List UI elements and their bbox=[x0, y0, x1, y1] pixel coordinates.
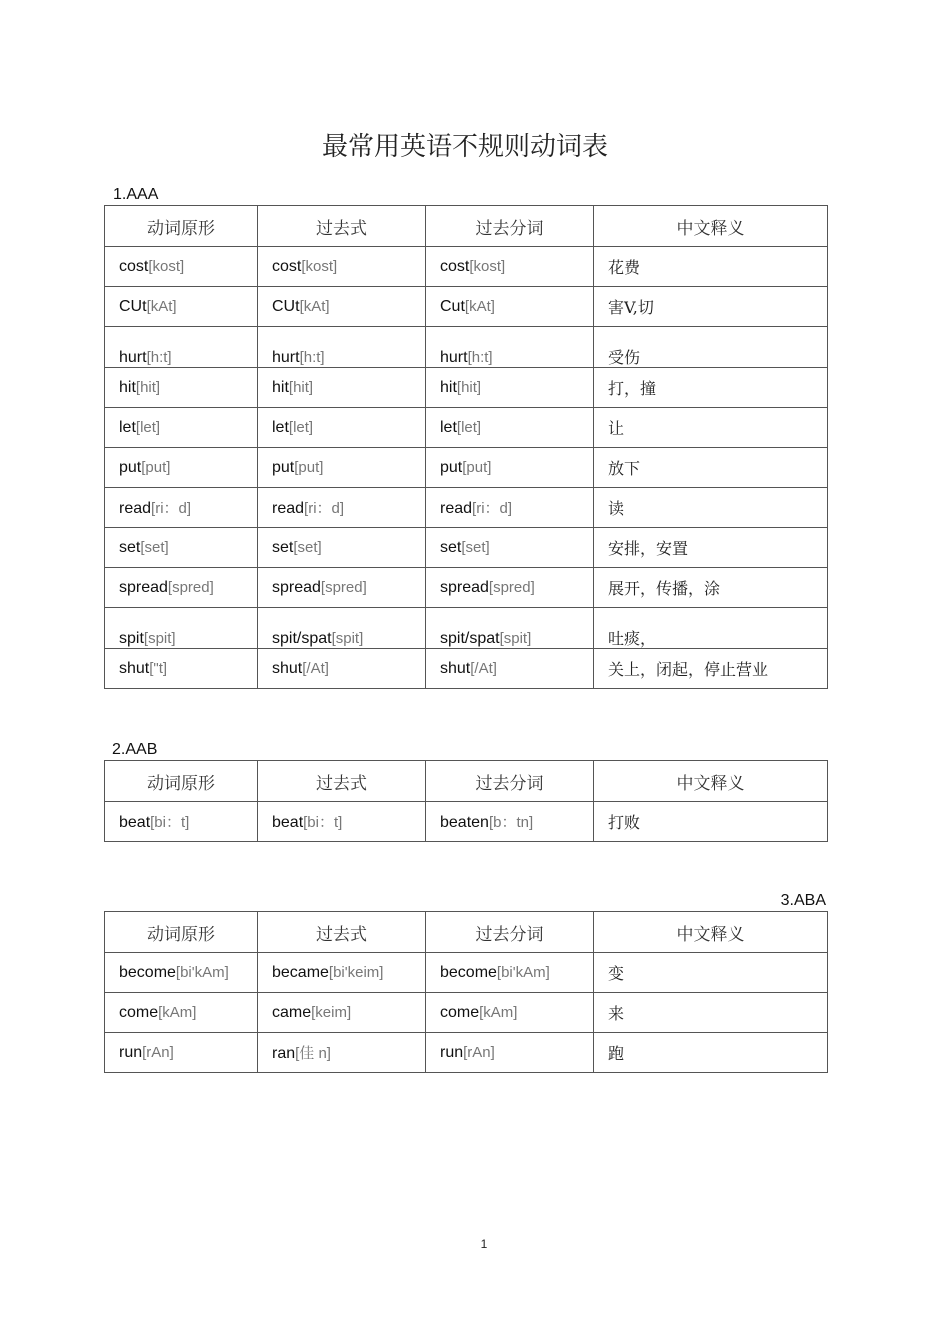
cell-base-form bbox=[105, 408, 258, 448]
header-meaning: 中文释义 bbox=[594, 206, 828, 247]
verb-word: beat bbox=[119, 814, 151, 831]
verb-phonetic: [h:t] bbox=[299, 349, 325, 366]
verb-phonetic: [rAn] bbox=[463, 1043, 495, 1061]
verb-word: come bbox=[119, 1003, 159, 1021]
cell-past-participle bbox=[426, 953, 594, 993]
verb-word: cost bbox=[119, 257, 149, 275]
cell-past-tense bbox=[258, 1033, 426, 1073]
table-row bbox=[105, 488, 828, 528]
section-label-aba: 3.ABA bbox=[780, 892, 826, 909]
cell-meaning: 变 bbox=[594, 953, 828, 993]
cell-base-form bbox=[105, 1033, 258, 1073]
header-past-participle: 过去分词 bbox=[426, 912, 594, 953]
verb-word: run bbox=[119, 1043, 143, 1061]
verb-phonetic: [kAm] bbox=[158, 1003, 197, 1021]
verb-phonetic: ["t] bbox=[149, 659, 168, 677]
verb-word: read bbox=[272, 500, 305, 517]
header-base-form: 动词原形 bbox=[105, 761, 258, 802]
verb-word: hit bbox=[119, 378, 136, 396]
cell-meaning: 来 bbox=[594, 993, 828, 1033]
cell-past-tense bbox=[258, 448, 426, 488]
cell-past-participle bbox=[426, 488, 594, 528]
verb-phonetic: [spred] bbox=[488, 578, 535, 596]
page-number: 1 bbox=[480, 1237, 488, 1251]
section-label-aab: 2.AAB bbox=[112, 741, 158, 758]
cell-base-form bbox=[105, 993, 258, 1033]
cell-past-participle bbox=[426, 568, 594, 608]
table-row bbox=[105, 953, 828, 993]
verb-phonetic: [spit] bbox=[331, 630, 364, 647]
table-body bbox=[105, 953, 828, 1073]
verb-phonetic: [kost] bbox=[301, 257, 338, 275]
verb-word: hurt bbox=[272, 349, 300, 366]
cell-base-form bbox=[105, 568, 258, 608]
cell-past-participle bbox=[426, 448, 594, 488]
verb-phonetic: [ri：d] bbox=[151, 500, 192, 517]
cell-past-participle bbox=[426, 528, 594, 568]
cell-base-form bbox=[105, 368, 258, 408]
verb-phonetic: [set] bbox=[293, 538, 322, 556]
verb-table-aaa bbox=[104, 205, 828, 689]
verb-table-aba bbox=[104, 911, 828, 1073]
verb-phonetic: [kAm] bbox=[479, 1003, 518, 1021]
cell-past-tense bbox=[258, 568, 426, 608]
verb-phonetic: [h:t] bbox=[467, 349, 493, 366]
verb-phonetic: [bi：t] bbox=[150, 814, 190, 831]
verb-word: set bbox=[272, 538, 294, 556]
table-header-row bbox=[105, 761, 828, 802]
verb-word: CUt bbox=[119, 297, 147, 315]
cell-meaning: 吐痰， bbox=[594, 608, 828, 649]
verb-word: put bbox=[440, 458, 463, 476]
verb-phonetic: [let] bbox=[288, 418, 314, 436]
verb-phonetic: [set] bbox=[140, 538, 169, 556]
cell-past-participle bbox=[426, 1033, 594, 1073]
verb-word: become bbox=[440, 963, 497, 981]
cell-past-tense bbox=[258, 247, 426, 287]
verb-phonetic: [kAt] bbox=[146, 297, 177, 315]
cell-meaning: 关上，闭起，停止营业 bbox=[594, 649, 828, 689]
cell-meaning: 花费 bbox=[594, 247, 828, 287]
cell-meaning: 打败 bbox=[594, 802, 828, 842]
verb-word: shut bbox=[119, 659, 150, 677]
cell-past-tense bbox=[258, 287, 426, 327]
verb-phonetic: [hit] bbox=[135, 378, 161, 396]
cell-base-form bbox=[105, 448, 258, 488]
verb-word: spread bbox=[440, 578, 489, 596]
header-base-form: 动词原形 bbox=[105, 912, 258, 953]
cell-base-form bbox=[105, 488, 258, 528]
verb-phonetic: [rAn] bbox=[142, 1043, 174, 1061]
verb-phonetic: [bi'kAm] bbox=[175, 963, 229, 981]
cell-base-form bbox=[105, 802, 258, 842]
cell-past-participle bbox=[426, 368, 594, 408]
cell-past-participle bbox=[426, 608, 594, 649]
cell-base-form bbox=[105, 287, 258, 327]
verb-word: came bbox=[272, 1003, 312, 1021]
table-row bbox=[105, 247, 828, 287]
cell-meaning: 安排，安置 bbox=[594, 528, 828, 568]
verb-phonetic: [let] bbox=[456, 418, 482, 436]
verb-word: Cut bbox=[440, 297, 465, 315]
verb-table-aab bbox=[104, 760, 828, 842]
cell-past-participle bbox=[426, 649, 594, 689]
header-past-participle: 过去分词 bbox=[426, 761, 594, 802]
cell-base-form bbox=[105, 327, 258, 368]
cell-past-tense bbox=[258, 953, 426, 993]
verb-word: let bbox=[440, 418, 457, 436]
verb-phonetic: [kAt] bbox=[464, 297, 495, 315]
verb-word: spread bbox=[272, 578, 321, 596]
cell-past-participle bbox=[426, 287, 594, 327]
verb-word: CUt bbox=[272, 297, 300, 315]
header-past-tense: 过去式 bbox=[258, 761, 426, 802]
verb-word: put bbox=[272, 458, 295, 476]
table-row bbox=[105, 287, 828, 327]
table-body bbox=[105, 802, 828, 842]
cell-past-participle bbox=[426, 993, 594, 1033]
verb-word: spit bbox=[119, 630, 144, 647]
verb-word: read bbox=[119, 500, 152, 517]
verb-phonetic: [hit] bbox=[288, 378, 314, 396]
verb-phonetic: [佳 n] bbox=[295, 1045, 331, 1062]
page-title: 最常用英语不规则动词表 bbox=[321, 132, 608, 162]
verb-word: let bbox=[272, 418, 289, 436]
cell-meaning: 让 bbox=[594, 408, 828, 448]
verb-word: hurt bbox=[119, 349, 147, 366]
table-row bbox=[105, 368, 828, 408]
cell-meaning: 受伤 bbox=[594, 327, 828, 368]
cell-past-tense bbox=[258, 802, 426, 842]
verb-phonetic: [spit] bbox=[499, 630, 532, 647]
cell-meaning: 害V,切 bbox=[594, 287, 828, 327]
cell-past-tense bbox=[258, 649, 426, 689]
cell-base-form bbox=[105, 528, 258, 568]
verb-word: cost bbox=[440, 257, 470, 275]
verb-word: cost bbox=[272, 257, 302, 275]
table-row bbox=[105, 993, 828, 1033]
verb-word: become bbox=[119, 963, 176, 981]
verb-word: hit bbox=[272, 378, 289, 396]
verb-word: ran bbox=[272, 1045, 296, 1062]
cell-meaning: 跑 bbox=[594, 1033, 828, 1073]
cell-past-participle bbox=[426, 247, 594, 287]
verb-phonetic: [kAt] bbox=[299, 297, 330, 315]
verb-phonetic: [/At] bbox=[470, 659, 497, 677]
verb-word: spit/spat bbox=[272, 630, 332, 647]
verb-phonetic: [keim] bbox=[311, 1003, 352, 1021]
verb-word: hurt bbox=[440, 349, 468, 366]
cell-past-tense bbox=[258, 993, 426, 1033]
verb-word: run bbox=[440, 1043, 464, 1061]
verb-word: set bbox=[440, 538, 462, 556]
table-header-row bbox=[105, 206, 828, 247]
verb-phonetic: [put] bbox=[294, 458, 324, 476]
table-row bbox=[105, 408, 828, 448]
verb-phonetic: [ri：d] bbox=[304, 500, 345, 517]
cell-past-tense bbox=[258, 327, 426, 368]
verb-word: hit bbox=[440, 378, 457, 396]
verb-phonetic: [spred] bbox=[320, 578, 367, 596]
table-row bbox=[105, 327, 828, 368]
section-label-aaa: 1.AAA bbox=[113, 186, 159, 203]
verb-word: set bbox=[119, 538, 141, 556]
header-meaning: 中文释义 bbox=[594, 761, 828, 802]
verb-phonetic: [/At] bbox=[302, 659, 329, 677]
header-meaning: 中文释义 bbox=[594, 912, 828, 953]
verb-phonetic: [bi'keim] bbox=[328, 963, 384, 981]
verb-phonetic: [kost] bbox=[148, 257, 185, 275]
table-row bbox=[105, 568, 828, 608]
cell-meaning: 展开，传播，涂 bbox=[594, 568, 828, 608]
cell-past-tense bbox=[258, 488, 426, 528]
table-row bbox=[105, 608, 828, 649]
verb-phonetic: [h:t] bbox=[146, 349, 172, 366]
verb-phonetic: [put] bbox=[141, 458, 171, 476]
verb-phonetic: [spred] bbox=[167, 578, 214, 596]
verb-phonetic: [kost] bbox=[469, 257, 506, 275]
table-row bbox=[105, 802, 828, 842]
verb-word: beaten bbox=[440, 814, 489, 831]
verb-phonetic: [bi：t] bbox=[303, 814, 343, 831]
header-base-form: 动词原形 bbox=[105, 206, 258, 247]
cell-base-form bbox=[105, 608, 258, 649]
verb-phonetic: [ri：d] bbox=[472, 500, 513, 517]
verb-word: let bbox=[119, 418, 136, 436]
table-row bbox=[105, 528, 828, 568]
verb-phonetic: [hit] bbox=[456, 378, 482, 396]
cell-base-form bbox=[105, 247, 258, 287]
verb-phonetic: [spit] bbox=[143, 630, 176, 647]
cell-past-tense bbox=[258, 408, 426, 448]
cell-meaning: 打，撞 bbox=[594, 368, 828, 408]
verb-phonetic: [put] bbox=[462, 458, 492, 476]
header-past-participle: 过去分词 bbox=[426, 206, 594, 247]
cell-past-participle bbox=[426, 327, 594, 368]
table-row bbox=[105, 649, 828, 689]
table-body bbox=[105, 247, 828, 689]
cell-past-tense bbox=[258, 528, 426, 568]
cell-base-form bbox=[105, 953, 258, 993]
table-header-row bbox=[105, 912, 828, 953]
cell-past-tense bbox=[258, 368, 426, 408]
header-past-tense: 过去式 bbox=[258, 206, 426, 247]
verb-phonetic: [let] bbox=[135, 418, 161, 436]
verb-word: come bbox=[440, 1003, 480, 1021]
cell-meaning: 放下 bbox=[594, 448, 828, 488]
verb-word: became bbox=[272, 963, 329, 981]
cell-meaning: 读 bbox=[594, 488, 828, 528]
cell-past-participle bbox=[426, 802, 594, 842]
verb-phonetic: [bi'kAm] bbox=[496, 963, 550, 981]
cell-base-form bbox=[105, 649, 258, 689]
header-past-tense: 过去式 bbox=[258, 912, 426, 953]
verb-word: shut bbox=[440, 659, 471, 677]
verb-word: read bbox=[440, 500, 473, 517]
verb-word: shut bbox=[272, 659, 303, 677]
verb-word: spit/spat bbox=[440, 630, 500, 647]
verb-word: spread bbox=[119, 578, 168, 596]
table-row bbox=[105, 1033, 828, 1073]
cell-past-participle bbox=[426, 408, 594, 448]
table-row bbox=[105, 448, 828, 488]
cell-past-tense bbox=[258, 608, 426, 649]
verb-word: put bbox=[119, 458, 142, 476]
verb-word: beat bbox=[272, 814, 304, 831]
verb-phonetic: [set] bbox=[461, 538, 490, 556]
verb-phonetic: [b：tn] bbox=[488, 814, 534, 831]
